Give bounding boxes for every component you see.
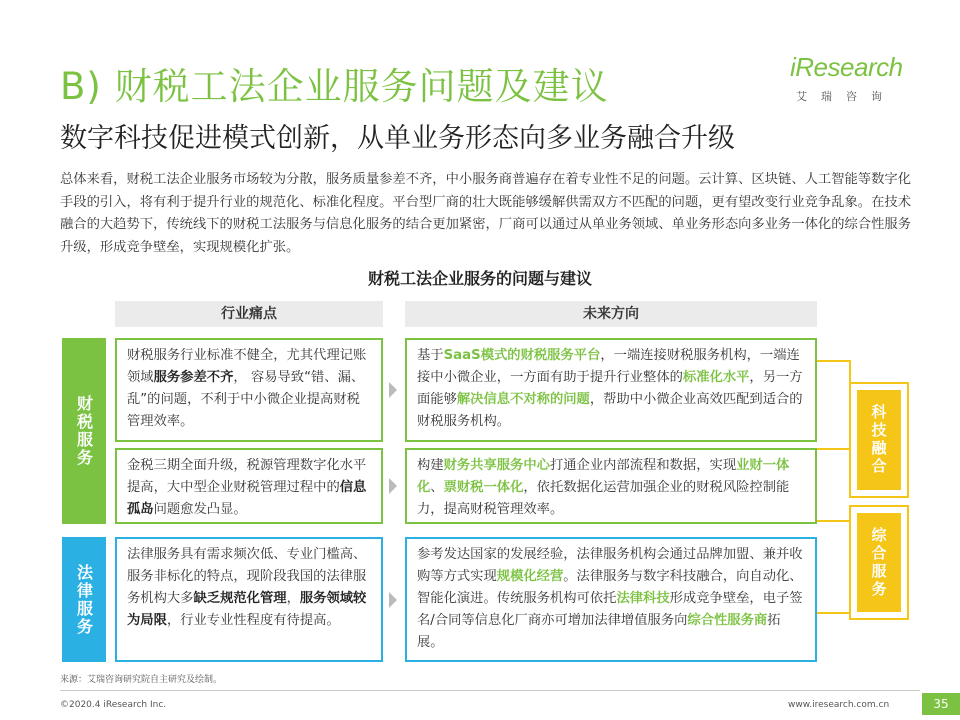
iresearch-logo	[790, 52, 910, 112]
page-subtitle: 数字科技促进模式创新，从单业务形态向多业务融合升级	[60, 123, 735, 154]
column-header-pain: 行业痛点	[115, 301, 383, 327]
pain-box-tax-1	[115, 338, 383, 442]
arrow-right-icon	[389, 592, 397, 608]
highlight: 财务共享服务中心	[443, 458, 550, 473]
future-box-legal	[405, 537, 817, 662]
page-number: 35	[922, 693, 960, 715]
row-label-legal-text: 法律服务	[74, 563, 94, 636]
highlight: 规模化经营	[496, 569, 564, 584]
text: 金税三期全面升级，税源管理数字化水平提高，大中型企业财税管理过程中的	[127, 458, 367, 495]
logo-chinese: 艾瑞咨询	[796, 90, 896, 103]
copyright: ©2020.4 iResearch Inc.	[60, 700, 167, 710]
text: ，	[286, 591, 300, 606]
row-label-tax	[62, 338, 106, 524]
arrow-right-icon	[389, 478, 397, 494]
emphasis: 缺乏规范化管理	[193, 591, 287, 606]
source-note: 来源：艾瑞咨询研究院自主研究及绘制。	[60, 675, 223, 685]
logo-prefix: i	[790, 52, 796, 82]
text: ，另一方面能够	[417, 370, 803, 407]
text: 、	[430, 480, 444, 495]
text: 参考发达国家的发展经验，法律服务机构会通过品牌加盟、兼并收购等方式实现	[417, 547, 803, 584]
footer-divider	[60, 690, 920, 691]
section-title: 财税工法企业服务的问题与建议	[367, 269, 592, 288]
pain-box-legal	[115, 537, 383, 662]
emphasis: 信息孤岛	[127, 480, 367, 517]
connector-bracket	[817, 520, 851, 614]
text: 打通企业内部流程和数据，实现	[549, 458, 737, 473]
text: 构建	[417, 458, 444, 473]
pain-box-tax-2	[115, 448, 383, 524]
highlight: 业财一体化	[417, 458, 790, 495]
text: ，一端连接财税服务机构，一端连接中小微企业，一方面有助于提升行业整体的	[417, 348, 800, 385]
emphasis: 服务参差不齐	[153, 370, 234, 385]
text: ，帮助中小微企业高效匹配到适合的财税服务机构。	[417, 392, 803, 429]
intro-paragraph: 总体来看，财税工法企业服务市场较为分散，服务质量参差不齐，中小服务商普遍存在着专业性不足的问题。云计算、区块链、人工智能等数字化手段的引入，将有利于提升行业的规范化、标准化程度。平台型厂商的壮大既能够缓解供需双方不匹配的问题，更有望改变行业竞争乱象。在技术融合的大趋势下，传统线下的财税工法服务与信息化服务的结合更加紧密，厂商可以通过从单业务领域、单业务形态向多业务一体化的综合性服务升级，形成竞争壁垒，实现规模化扩张。	[60, 172, 911, 255]
text: 问题愈发凸显。	[153, 502, 247, 517]
tag-tech-fusion	[849, 382, 909, 498]
text: 财税服务行业标准不健全，尤其代理记账领域	[127, 348, 367, 385]
row-label-tax-text: 财税服务	[74, 395, 94, 467]
website-link[interactable]: www.iresearch.com.cn	[788, 700, 890, 710]
highlight: 解决信息不对称的问题	[456, 392, 590, 407]
text: ， 容易导致“错、漏、乱”的问题，不利于中小微企业提高财税管理效率。	[127, 370, 365, 429]
text: 法律服务具有需求频次低、专业门槛高、服务非标化的特点，现阶段我国的法律服务机构大多	[127, 547, 367, 606]
text: ，行业专业性程度有待提高。	[166, 613, 340, 628]
logo-word: Research	[795, 52, 903, 82]
text: ，依托数据化运营加强企业的财税风险控制能力，提高财税管理效率。	[417, 480, 790, 517]
tag-tech-fusion-text: 科技融合	[869, 404, 888, 476]
text: 形成竞争壁垒，电子签名/合同等信息化厂商亦可增加法律增值服务向	[417, 591, 803, 628]
text: 拓展。	[417, 613, 781, 650]
page-title: B) 财税工法企业服务问题及建议	[60, 65, 609, 108]
tag-comprehensive-service	[849, 505, 909, 620]
row-label-legal	[62, 537, 106, 662]
connector-bracket	[817, 360, 851, 450]
future-box-tax-1	[405, 338, 817, 442]
emphasis: 服务领域较为局限	[127, 591, 367, 628]
highlight: 票财税一体化	[443, 480, 524, 495]
future-box-tax-2	[405, 448, 817, 524]
highlight: 标准化水平	[682, 370, 750, 385]
text: 。法律服务与数字科技融合，向自动化、智能化演进。传统服务机构可依托	[417, 569, 803, 606]
highlight: 综合性服务商	[687, 613, 768, 628]
text: 基于	[417, 348, 444, 363]
tag-comprehensive-text: 综合服务	[869, 526, 888, 599]
arrow-right-icon	[389, 382, 397, 398]
highlight: SaaS模式的财税服务平台	[443, 348, 601, 363]
column-header-future: 未来方向	[405, 301, 817, 327]
highlight: 法律科技	[616, 591, 670, 606]
